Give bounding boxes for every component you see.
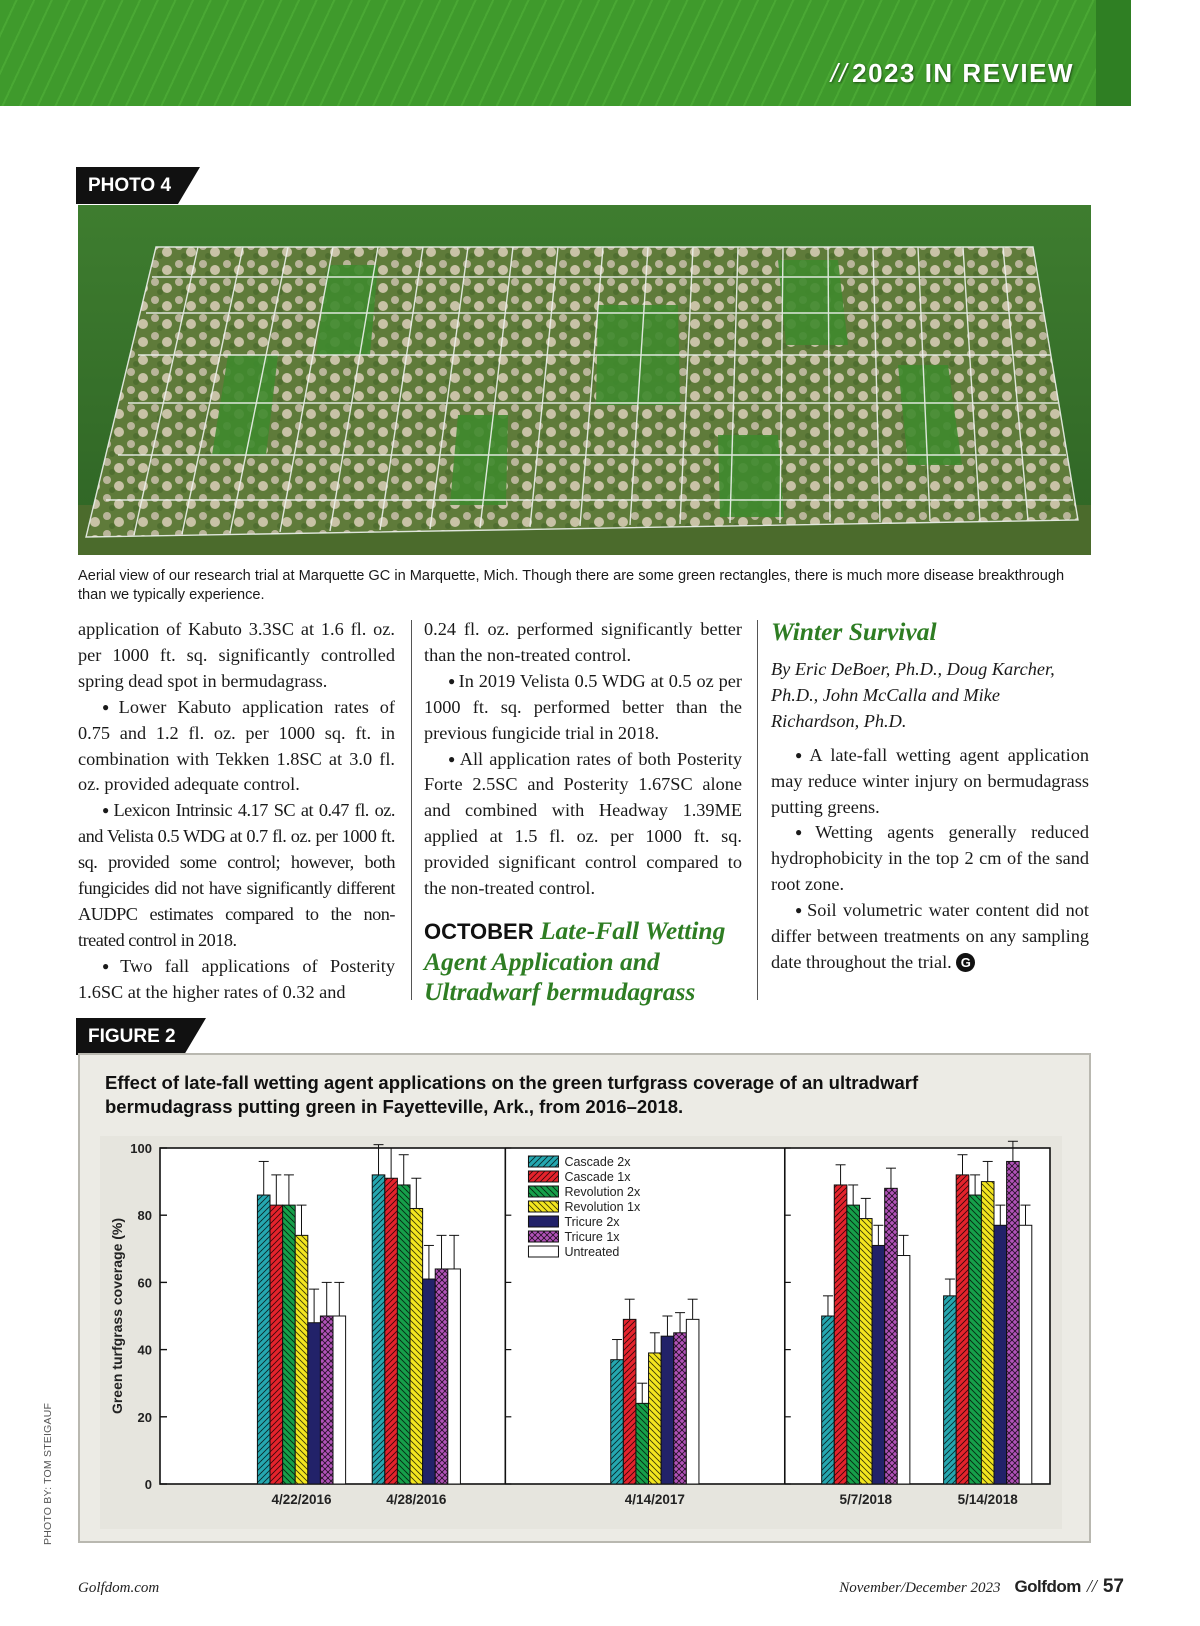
y-tick-label: 100 (130, 1141, 152, 1156)
x-tick-label: 4/22/2016 (271, 1492, 332, 1507)
column2-paragraph: 0.24 fl. oz. performed significantly better than the non-treated control. (424, 619, 742, 665)
column2-bullet-text: All application rates of both Posterity Forte 2.5SC and Posterity 1.67SC alone and combined with Headway 1.39ME applied at 1.5 fl. oz. per 1000 ft. sq. provided significant control compared to the non-treated control. (424, 748, 742, 899)
y-tick-label: 60 (137, 1275, 152, 1291)
article-column-3 (771, 617, 1089, 976)
header-accent-strip (1096, 0, 1131, 106)
bar (397, 1185, 410, 1484)
bar (257, 1195, 270, 1484)
bar (308, 1323, 321, 1484)
column2-bullet-text: In 2019 Velista 0.5 WDG at 0.5 oz per 1000 ft. sq. performed better than the previous fungicide trial in 2018. (424, 670, 743, 743)
bar (686, 1319, 699, 1484)
footer-brand: Golfdom (1014, 1577, 1081, 1596)
column3-bullet-text: Wetting agents generally reduced hydrophobicity in the top 2 cm of the sand root zone. (771, 822, 1089, 895)
bar (1007, 1161, 1020, 1484)
legend-swatch (528, 1156, 558, 1167)
bar (994, 1225, 1007, 1484)
legend-label: Revolution 2x (564, 1185, 641, 1199)
legend-label: Cascade 1x (564, 1170, 631, 1184)
x-tick-label: 5/14/2018 (957, 1492, 1018, 1507)
y-tick-label: 40 (137, 1342, 152, 1358)
photo-credit: PHOTO BY: TOM STEIGAUF (42, 1402, 54, 1545)
legend-label: Cascade 2x (564, 1155, 631, 1169)
x-tick-label: 4/14/2017 (624, 1492, 685, 1507)
bar (295, 1235, 308, 1484)
column-divider (411, 620, 412, 1000)
aerial-photo (78, 205, 1091, 555)
bar (636, 1403, 649, 1484)
section-title (831, 58, 1074, 89)
figure-label: FIGURE 2 (76, 1018, 184, 1055)
section-heading-october (424, 916, 742, 1007)
column1-bullet-text: Two fall applications of Posterity 1.6SC at the higher rates of 0.32 and (78, 955, 395, 1002)
byline: By Eric DeBoer, Ph.D., Doug Karcher, Ph.D., John McCalla and Mike Richardson, Ph.D. (771, 659, 1055, 731)
footer-date: November/December 2023 (839, 1580, 1001, 1596)
footer-separator: // (1086, 1576, 1097, 1596)
golfdom-end-mark-icon: G (956, 953, 975, 972)
bar (859, 1219, 872, 1484)
column3-bullet: ● A late-fall wetting agent application may reduce winter injury on bermudagrass putting greens. (771, 744, 1089, 817)
footer-folio (839, 1576, 1124, 1598)
article-column-1 (78, 617, 395, 1006)
column2-bullet: ● All application rates of both Posterity Forte 2.5SC and Posterity 1.67SC alone and combined with Headway 1.39ME applied at 1.5 fl. oz. per 1000 ft. sq. provided significant control compared to the non-treated control. (424, 748, 742, 899)
photo-caption: Aerial view of our research trial at Marquette GC in Marquette, Mich. Though there are some green rectangles, there is much more disease breakthrough than we typically experience. (78, 568, 1065, 603)
bar (847, 1205, 860, 1484)
column3-bullet-text: Soil volumetric water content did not differ between treatments on any sampling date throughout the trial. (771, 900, 1090, 972)
y-axis-label: Green turfgrass coverage (%) (109, 1217, 125, 1415)
bar (649, 1353, 662, 1484)
legend-label: Tricure 2x (564, 1215, 620, 1229)
column1-bullet: ● Lower Kabuto application rates of 0.75 and 1.2 fl. oz. per 1000 sq. ft. in combination with Tekken 1.8SC at 3.0 fl. oz. provided adequate control. (78, 696, 396, 795)
column-divider (757, 620, 758, 1000)
bar-chart (100, 1136, 1062, 1529)
column1-bullet: ● Two fall applications of Posterity 1.6SC at the higher rates of 0.32 and (78, 955, 395, 1002)
footer-site: Golfdom.com (78, 1580, 160, 1596)
bar (944, 1296, 957, 1484)
legend-swatch (528, 1171, 558, 1182)
column1-bullet: ● Lexicon Intrinsic 4.17 SC at 0.47 fl. oz. and Velista 0.5 WDG at 0.7 fl. oz. per 1000 ft. sq. provided some control; however, both fungicides did not have significantly different AUDPC estimates compared to the non-treated control in 2018. (78, 800, 395, 950)
figure-box (78, 1053, 1091, 1543)
bar (320, 1316, 333, 1484)
column2-bullet: ● In 2019 Velista 0.5 WDG at 0.5 oz per 1000 ft. sq. performed better than the previous fungicide trial in 2018. (424, 670, 743, 743)
section-title-text: 2023 IN REVIEW (852, 58, 1074, 88)
bar (283, 1205, 296, 1484)
column1-bullet-text: Lexicon Intrinsic 4.17 SC at 0.47 fl. oz. and Velista 0.5 WDG at 0.7 fl. oz. per 1000 ft. sq. provided some control; however, both fungicides did not have significantly different AUDPC estimates compared to the non-treated control in 2018. (78, 800, 395, 950)
column1-paragraph: application of Kabuto 3.3SC at 1.6 fl. oz. per 1000 ft. sq. significantly controlled spring dead spot in bermudagrass. (78, 619, 395, 691)
bar (969, 1195, 982, 1484)
bar (885, 1188, 898, 1484)
bar (1019, 1225, 1032, 1484)
y-tick-label: 0 (144, 1477, 152, 1492)
bar (611, 1360, 624, 1484)
bar (270, 1205, 283, 1484)
bar (435, 1269, 448, 1484)
column3-bullet: ● Soil volumetric water content did not differ between treatments on any sampling date throughout the trial. G (771, 900, 1090, 972)
legend-swatch (528, 1231, 558, 1242)
column3-bullet: ● Wetting agents generally reduced hydrophobicity in the top 2 cm of the sand root zone. (771, 822, 1089, 895)
figure-title: Effect of late-fall wetting agent applications on the green turfgrass coverage of an ultradwarf bermudagrass putting green in Fayetteville, Ark., from 2016–2018. (105, 1072, 919, 1117)
legend-label: Untreated (564, 1245, 620, 1259)
legend-label: Revolution 1x (564, 1200, 641, 1214)
column1-bullet-text: Lower Kabuto application rates of 0.75 and 1.2 fl. oz. per 1000 sq. ft. in combination with Tekken 1.8SC at 3.0 fl. oz. provided adequate control. (78, 696, 396, 795)
legend-swatch (528, 1246, 558, 1257)
bar (448, 1269, 461, 1484)
bar (674, 1333, 687, 1484)
legend-label: Tricure 1x (564, 1230, 620, 1244)
article-column-2 (424, 617, 742, 1007)
bar (872, 1245, 885, 1484)
bar (423, 1279, 436, 1484)
section-heading-winter-survival: Winter Survival (771, 617, 937, 646)
bar (410, 1208, 423, 1484)
bar (623, 1319, 636, 1484)
legend-swatch (528, 1216, 558, 1227)
bar (956, 1175, 969, 1484)
y-tick-label: 80 (137, 1208, 152, 1224)
column3-bullet-text: A late-fall wetting agent application may reduce winter injury on bermudagrass putting greens. (771, 744, 1089, 817)
bar (981, 1182, 994, 1484)
bar (834, 1185, 847, 1484)
aerial-photo-image (78, 205, 1091, 555)
bar (897, 1256, 910, 1484)
section-slashes: // (830, 58, 849, 88)
section-kicker: OCTOBER (424, 918, 534, 944)
bar (661, 1336, 674, 1484)
bar (385, 1178, 398, 1484)
legend-swatch (528, 1201, 558, 1212)
section-heading-text: Late-Fall Wetting Agent Application and Ultradwarf bermudagrass (424, 915, 726, 1006)
photo-label: PHOTO 4 (76, 167, 178, 204)
bar (333, 1316, 346, 1484)
y-tick-label: 20 (137, 1409, 152, 1425)
bar (822, 1316, 835, 1484)
page-number: 57 (1102, 1576, 1124, 1597)
x-tick-label: 5/7/2018 (839, 1492, 893, 1507)
legend-swatch (528, 1186, 558, 1197)
x-tick-label: 4/28/2016 (386, 1492, 447, 1507)
header-band (0, 0, 1131, 106)
bar (372, 1175, 385, 1484)
